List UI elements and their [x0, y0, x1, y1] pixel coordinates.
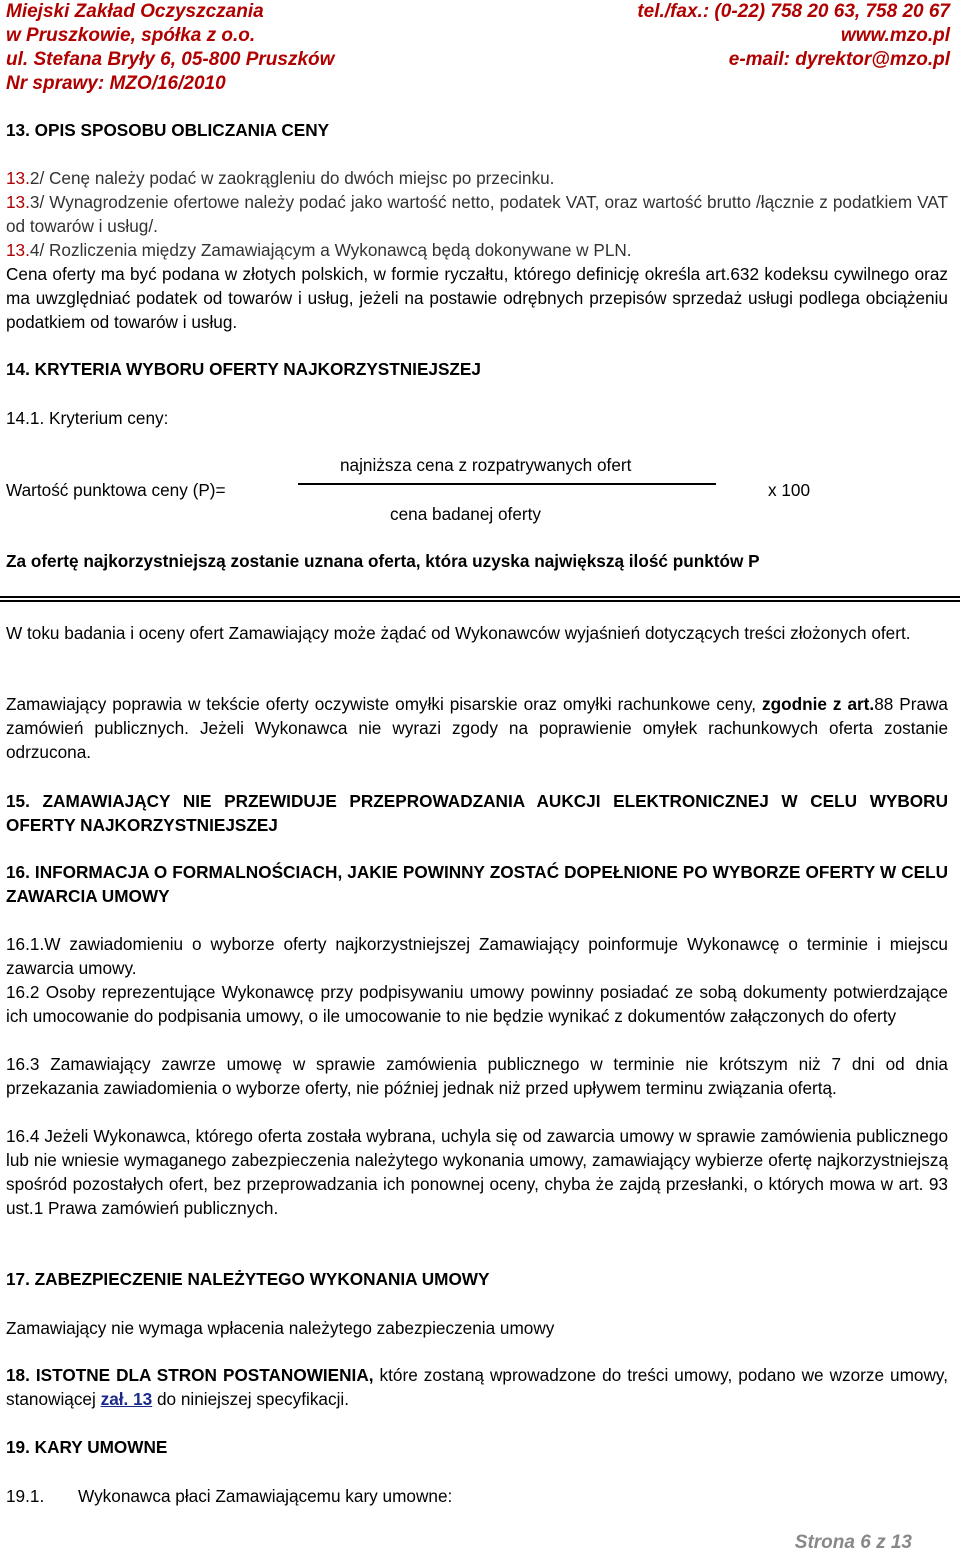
section-14-heading: 14. KRYTERIA WYBORU OFERTY NAJKORZYSTNIEJSZEJ [6, 359, 481, 379]
section-18-text-b: do niniejszej specyfikacji. [152, 1389, 349, 1409]
header-phone: tel./fax.: (0-22) 758 20 63, 758 20 67 [637, 1, 950, 22]
section-17-heading: 17. ZABEZPIECZENIE NALEŻYTEGO WYKONANIA UMOWY [6, 1269, 490, 1289]
section-16-2: 16.2 Osoby reprezentujące Wykonawcę przy podpisywaniu umowy powinny posiadać ze sobą dokumenty potwierdzające ich umocowanie do podpisania umowy, o ile umocowanie to nie będzie wynikać z dokumentów załączonych do oferty [6, 982, 948, 1026]
section-17-text: Zamawiający nie wymaga wpłacenia należytego zabezpieczenia umowy [6, 1318, 555, 1338]
section-13-heading: 13. OPIS SPOSOBU OBLICZANIA CENY [6, 120, 330, 140]
section-13-2-number: 13. [6, 168, 30, 188]
formula-label: Wartość punktowa ceny (P)= [6, 480, 226, 500]
header-email[interactable]: e-mail: dyrektor@mzo.pl [728, 49, 950, 70]
section-14-1-subheading: 14.1. Kryterium ceny: [6, 408, 169, 428]
section-14-paragraph-1: W toku badania i oceny ofert Zamawiający może żądać od Wykonawców wyjaśnień dotyczących treści złożonych ofert. [6, 623, 911, 643]
page-number: Strona 6 z 13 [794, 1532, 912, 1553]
section-16-heading: 16. INFORMACJA O FORMALNOŚCIACH, JAKIE POWINNY ZOSTAĆ DOPEŁNIONE PO WYBORZE OFERTY W CELU ZAWARCIA UMOWY [6, 862, 948, 906]
formula-denominator: cena badanej oferty [390, 504, 541, 524]
header-case-number: Nr sprawy: MZO/16/2010 [6, 73, 226, 94]
section-13-4-number: 13. [6, 240, 30, 260]
paragraph-2-bold: zgodnie z art. [762, 694, 875, 714]
formula-numerator: najniższa cena z rozpatrywanych ofert [340, 455, 632, 475]
formula-multiplier: x 100 [768, 480, 811, 500]
paragraph-2-part-c: 88 Prawa zamówień publicznych. Jeżeli Wykonawca nie wyrazi zgody na poprawienie omyłek rachunkowych oferta zostanie odrzucona. [6, 694, 948, 762]
section-14-paragraph-2 [6, 692, 948, 764]
section-18-text-a: które zostaną wprowadzone do treści umowy, podano we wzorze umowy, stanowiącej [6, 1365, 948, 1409]
section-15-heading: 15. ZAMAWIAJĄCY NIE PRZEWIDUJE PRZEPROWADZANIA AUKCJI ELEKTRONICZNEJ W CELU WYBORU OFERTY NAJKORZYSTNIEJSZEJ [6, 791, 948, 835]
header-company-name: Miejski Zakład Oczyszczania [6, 1, 264, 22]
section-16-1: 16.1.W zawiadomieniu o wyborze oferty najkorzystniejszej Zamawiający poinformuje Wykonawcę o terminie i miejscu zawarcia umowy. [6, 934, 948, 978]
paragraph-2-part-a: Zamawiający poprawia w tekście oferty oczywiste omyłki pisarskie oraz omyłki rachunkowe ceny, [6, 694, 763, 714]
attachment-13-link[interactable]: zał. 13 [100, 1389, 153, 1409]
section-13-4-continuation: Cena oferty ma być podana w złotych polskich, w formie ryczałtu, którego definicję określa art.632 kodeksu cywilnego oraz ma uwzględniać podatek od towarów i usług, jeżeli na postawie odrębnych przepisów sprzedaż usługi podlega obciążeniu podatkiem od towarów i usług. [6, 264, 948, 332]
header-company-location: w Pruszkowie, spółka z o.o. [6, 25, 256, 46]
section-13-3-text: 3/ Wynagrodzenie ofertowe należy podać jako wartość netto, podatek VAT, oraz wartość brutto /łącznie z podatkiem VAT od towarów i usług/. [6, 192, 948, 236]
divider-line-bottom [0, 600, 960, 602]
section-18 [6, 1363, 948, 1411]
header-address: ul. Stefana Bryły 6, 05-800 Pruszków [6, 49, 335, 70]
section-13-2 [6, 166, 948, 190]
section-19-1-number: 19.1. [6, 1486, 45, 1506]
section-16-4: 16.4 Jeżeli Wykonawca, którego oferta została wybrana, uchyla się od zawarcia umowy w sprawie zamówienia publicznego lub nie wniesie wymaganego zabezpieczenia należytego wykonania umowy, zamawiający wybierze ofertę najkorzystniejszą spośród pozostałych ofert, bez przeprowadzania ich ponownej oceny, chyba że zajdą przesłanki, o których mowa w art. 93 ust.1 Prawa zamówień publicznych. [6, 1126, 948, 1218]
divider-line-top [0, 596, 960, 598]
formula-fraction-bar [298, 483, 716, 485]
section-18-heading: 18. ISTOTNE DLA STRON POSTANOWIENIA, [6, 1365, 374, 1385]
section-16-3: 16.3 Zamawiający zawrze umowę w sprawie zamówienia publicznego w terminie nie krótszym niż 7 dni od dnia przekazania zawiadomienia o wyborze oferty, nie później jednak niż przed upływem terminu związania ofertą. [6, 1054, 948, 1098]
header-website[interactable]: www.mzo.pl [840, 25, 950, 46]
section-13-4-text: 4/ Rozliczenia między Zamawiającym a Wykonawcą będą dokonywane w PLN. [29, 240, 632, 260]
section-19-heading: 19. KARY UMOWNE [6, 1437, 168, 1457]
section-13-2-text: 2/ Cenę należy podać w zaokrągleniu do dwóch miejsc po przecinku. [29, 168, 555, 188]
section-14-conclusion: Za ofertę najkorzystniejszą zostanie uznana oferta, która uzyska największą ilość punktów P [6, 551, 760, 571]
section-13-3-number: 13. [6, 192, 30, 212]
section-19-1-text: Wykonawca płaci Zamawiającemu kary umowne: [78, 1486, 453, 1506]
section-13-3 [6, 190, 948, 238]
section-13-4 [6, 238, 948, 262]
